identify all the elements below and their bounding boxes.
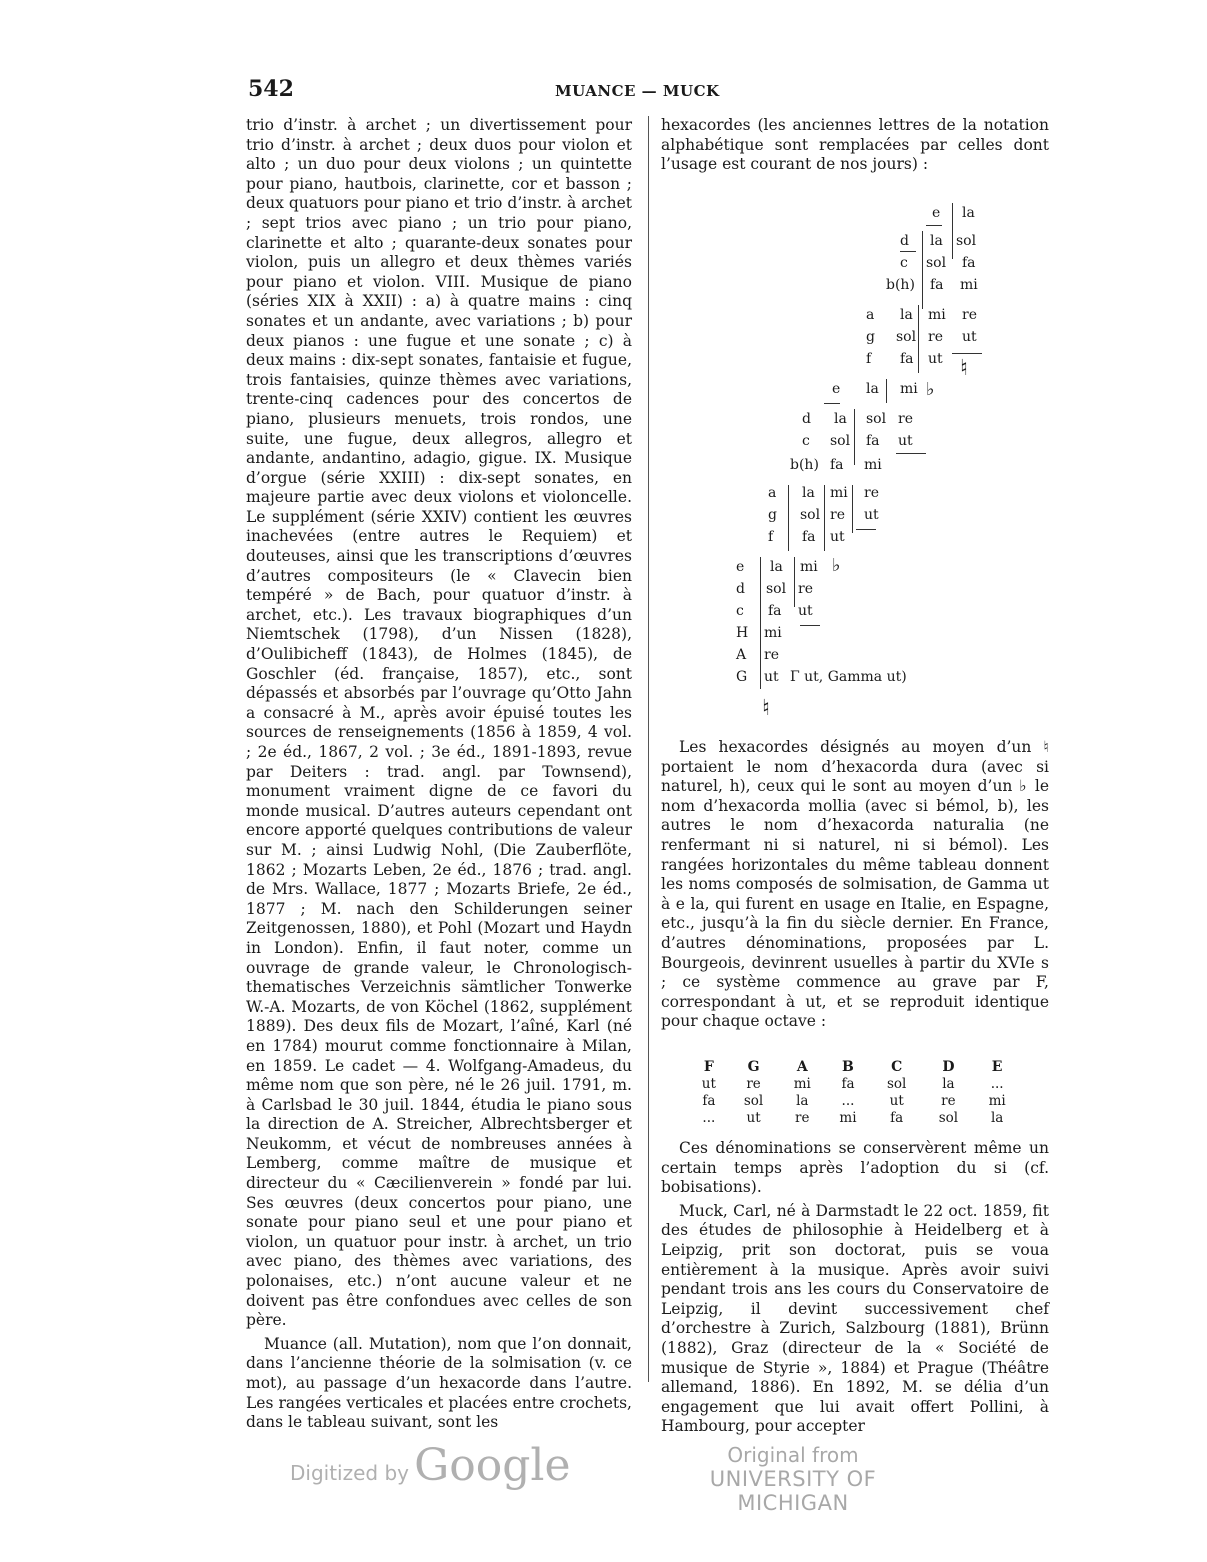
hexacorde-note: H (736, 625, 749, 641)
solfege-cell: fa (890, 1109, 904, 1126)
hexacorde-note: ut (962, 329, 977, 345)
paragraph-muance: Muance (all. Mutation), nom que l’on donnait, dans l’ancienne théorie de la solmisation (v. ce mot), au passage d’un hexacorde dans l’autre. Les rangées verticales et placées entre crochets, dans le tableau suivant, sont les (246, 1334, 632, 1432)
running-head: MUANCE — MUCK (555, 82, 720, 100)
university-watermark (668, 1443, 918, 1515)
hexacorde-note: d (802, 411, 811, 427)
google-watermark (290, 1440, 571, 1491)
solfege-cell: re (795, 1109, 810, 1126)
original-from-text: Original from (727, 1443, 859, 1467)
hexacorde-note: e (736, 559, 745, 575)
hexacorde-note: f (866, 351, 872, 367)
hexacorde-note: re (898, 411, 913, 427)
bracket-rule (856, 529, 876, 530)
university-text: UNIVERSITY OF MICHIGAN (709, 1467, 877, 1515)
bracket-rule (926, 225, 942, 226)
hexacorde-note: ut (830, 529, 845, 545)
solfege-cell: la (990, 1109, 1004, 1126)
solfege-cell: mi (988, 1092, 1006, 1109)
hexacorde-note: la (900, 307, 913, 323)
hexacorde-diagram (700, 195, 1040, 725)
right-column-end (661, 1139, 1049, 1437)
solfege-cell: sol (887, 1075, 907, 1092)
bracket-rule (896, 453, 926, 454)
paragraph-hexacorda: Les hexacordes désignés au moyen d’un ♮ portaient le nom d’hexacorda dura (avec si naturel, h), ceux qui le sont au moyen d’un ♭ le nom d’hexacorda mollia (avec si bémol, b), les autres le nom d’hexacorda naturalia (ne renfermant ni si naturel, ni si bémol). Les rangées horizontales du même tableau donnent les noms composés de solmisation, de Gamma ut à e la, qui furent en usage en Italie, en Espagne, etc., jusqu’à la fin du siècle dernier. En France, d’autres dénominations, proposées par L. Bourgeois, devinrent usuelles à partir du XVIe s ; ce système commence au grave par F, correspondant à ut, et se reproduit identique pour chaque octave : (661, 738, 1049, 1031)
hexacorde-note: re (798, 581, 813, 597)
paragraph-mozart-works: trio d’instr. à archet ; un divertissement pour trio d’instr. à archet ; deux duos pour violon et alto ; un duo pour deux violons ; un quintette pour piano, hautbois, clarinette, cor et basson ; deux quatuors pour piano et trio d’instr. à archet ; sept trios avec piano ; un trio pour piano, clarinette et alto ; quarante-deux sonates pour violon, puis un allegro et deux thèmes variés pour piano et violon. VIII. Musique de piano (séries XIX à XXII) : a) à quatre mains : cinq sonates et un andante, avec variations ; b) pour deux pianos : une fugue et une sonate ; c) à deux mains : dix-sept sonates, fantaisie et fugue, trois fantaisies, quinze thèmes avec variations, trente-cinq cadences pour des concertos de piano, plusieurs menuets, trois rondos, une suite, une fugue, deux allegros, allegro et andante, andantino, adagio, gigue. IX. Musique d’orgue (série XXIII) : dix-sept sonates, en majeure partie avec deux violons et violoncelle. Le supplément (série XXIV) contient les œuvres inachevées (entre autres le Requiem) et douteuses, ainsi que les transcriptions d’œuvres d’autres compositeurs (le « Clavecin bien tempéré » de Bach, pour quatuor d’instr. à archet, etc.). Les travaux biographiques d’un Niemtschek (1798), d’un Nissen (1828), d’Oulibicheff (1843), de Holmes (1845), de Goschler (éd. française, 1857), etc., sont dépassés et absorbés par l’ouvrage qu’Otto Jahn a consacré à M., après avoir épuisé toutes les sources de renseignements (1856 à 1859, 4 vol. ; 2e éd., 1867, 2 vol. ; 3e éd., 1891-1893, revue par Deiters : trad. angl. par Townsend), monument vraiment digne de ce favori du monde musical. D’autres auteurs cependant ont encore apporté quelques contributions de valeur sur M. ; ainsi Ludwig Nohl, (Die Zauberflöte, 1862 ; Mozarts Leben, 2e éd., 1876 ; trad. angl. de Mrs. Wallace, 1877 ; Mozarts Briefe, 2e éd., 1877 ; M. nach den Schilderungen seiner Zeitgenossen, 1880), et Pohl (Mozart und Haydn in London). Enfin, il faut noter, comme un ouvrage de grande valeur, le Chronologisch-thematisches Verzeichnis sämtlicher Tonwerke W.-A. Mozarts, de von Köchel (1862, supplément 1889). Des deux fils de Mozart, l’aîné, Karl (né en 1784) mourut comme fonctionnaire à Milan, en 1859. Le cadet — 4. Wolfgang-Amadeus, du même nom que son père, né le 26 juil. 1791, m. à Carlsbad le 30 juil. 1844, étudia le piano sous la direction de A. Streicher, Albrechtsberger et Neukomm, et vécut de nombreuses années à Lemberg, comme maître de musique et directeur du « Cæcilienverein » fondé par lui. Ses œuvres (deux concertos pour piano, une sonate pour piano seul et une pour piano et violon, un quatuor pour instr. à archet, un trio avec piano, des thèmes avec variations, des polonaises, etc.) n’ont aucune valeur et ne doivent pas être confondues avec celles de son père. (246, 116, 632, 1330)
hexacorde-note: ut (864, 507, 879, 523)
hexacorde-note: la (866, 381, 879, 397)
solfege-header-row (690, 1058, 1020, 1075)
solfege-row (690, 1109, 1020, 1126)
bracket-line (824, 485, 825, 551)
hexacorde-note: fa (830, 457, 844, 473)
hexacorde-note: la (802, 485, 815, 501)
hexacorde-note: A (736, 647, 747, 663)
hexacorde-note: re (764, 647, 779, 663)
hexacorde-note: d (900, 233, 909, 249)
paragraph-hexacordes-intro: hexacordes (les anciennes lettres de la notation alphabétique sont remplacées par celles dont l’usage est courant de nos jours) : (661, 116, 1049, 174)
hexacorde-note: mi (960, 277, 978, 293)
solfege-header-cell: D (942, 1058, 955, 1075)
bracket-rule (824, 403, 840, 404)
hexacorde-note: sol (926, 255, 947, 271)
hexacorde-note: ut (798, 603, 813, 619)
google-logo-text: Google (414, 1440, 571, 1491)
solfege-table (690, 1058, 1020, 1126)
natural-symbol: ♮ (960, 355, 968, 381)
bracket-rule (900, 251, 916, 252)
hexacorde-note: G (736, 669, 748, 685)
hexacorde-note: la (770, 559, 783, 575)
hexacorde-note: re (864, 485, 879, 501)
flat-symbol: ♭ (832, 555, 841, 576)
hexacorde-note: b(h) (886, 277, 915, 293)
paragraph-muck: Muck, Carl, né à Darmstadt le 22 oct. 1859, fit des études de philosophie à Heidelberg et à Leipzig, prit son doctorat, puis se voua entièrement à la musique. Après avoir suivi pendant trois ans les cours du Conservatoire de Leipzig, il devint successivement chef d’orchestre à Zurich, Salzbourg (1881), Brünn (1882), Graz (directeur de la « Société de musique de Styrie », 1884) et Prague (Théâtre allemand, 1886). En 1892, M. se délia d’un engagement que lui avait offert Pollini, à Hambourg, pour accepter (661, 1201, 1049, 1436)
flat-symbol: ♭ (926, 379, 935, 400)
solfege-cell: re (746, 1075, 761, 1092)
hexacorde-note: sol (830, 433, 851, 449)
bracket-line (886, 379, 887, 403)
hexacorde-note: g (866, 329, 875, 345)
hexacorde-note: sol (766, 581, 787, 597)
bracket-line (952, 203, 953, 259)
solfege-cell: ut (746, 1109, 761, 1126)
hexacorde-note: sol (896, 329, 917, 345)
hexacorde-note: g (768, 507, 777, 523)
solfege-header-cell: E (991, 1058, 1003, 1075)
bracket-line (788, 485, 789, 551)
hexacorde-note: mi (800, 559, 818, 575)
hexacorde-note: fa (866, 433, 880, 449)
hexacorde-note: mi (830, 485, 848, 501)
hexacorde-note: la (962, 205, 975, 221)
left-column (246, 116, 632, 1433)
bracket-rule (952, 353, 982, 354)
right-column-bottom (661, 738, 1049, 1032)
solfege-header-cell: G (747, 1058, 760, 1075)
hexacorde-note: c (802, 433, 810, 449)
right-column-top (661, 116, 1049, 175)
hexacorde-note: d (736, 581, 745, 597)
hexacorde-note: mi (900, 381, 918, 397)
hexacorde-note: ut (928, 351, 943, 367)
solfege-cell: mi (839, 1109, 857, 1126)
digitized-by-text: Digitized by (290, 1461, 409, 1485)
hexacorde-note: re (830, 507, 845, 523)
solfege-cell: fa (702, 1092, 716, 1109)
hexacorde-note: ut (764, 669, 779, 685)
hexacorde-note: a (768, 485, 777, 501)
solfege-cell: sol (743, 1092, 764, 1109)
solfege-header-cell: F (703, 1058, 714, 1075)
hexacorde-note: a (866, 307, 875, 323)
natural-symbol: ♮ (762, 695, 770, 721)
hexacorde-note: c (736, 603, 744, 619)
hexacorde-note: re (962, 307, 977, 323)
page-number: 542 (248, 76, 294, 102)
bracket-line (854, 409, 855, 465)
bracket-line (918, 305, 919, 373)
hexacorde-note: sol (866, 411, 887, 427)
solfege-row (690, 1075, 1020, 1092)
solfege-cell: re (941, 1092, 956, 1109)
solfege-header-cell: A (796, 1058, 808, 1075)
hexacorde-note: fa (768, 603, 782, 619)
solfege-cell: fa (841, 1075, 855, 1092)
bracket-line (922, 231, 923, 309)
hexacorde-note: fa (900, 351, 914, 367)
solfege-cell: sol (938, 1109, 959, 1126)
hexacorde-note: fa (962, 255, 976, 271)
solfege-header-cell: C (891, 1058, 903, 1075)
solfege-cell: mi (793, 1075, 811, 1092)
hexacorde-note: sol (800, 507, 821, 523)
solfege-row (690, 1092, 1020, 1109)
hexacorde-note: fa (930, 277, 944, 293)
hexacorde-note: Γ ut, Gamma ut) (790, 669, 907, 685)
hexacorde-note: b(h) (790, 457, 819, 473)
hexacorde-note: mi (864, 457, 882, 473)
bracket-rule (800, 625, 820, 626)
solfege-cell: ut (701, 1075, 716, 1092)
hexacorde-note: ut (898, 433, 913, 449)
hexacorde-note: mi (928, 307, 946, 323)
hexacorde-note: la (930, 233, 943, 249)
solfege-cell: ut (889, 1092, 904, 1109)
solfege-header-cell: B (842, 1058, 854, 1075)
bracket-line (852, 485, 853, 533)
hexacorde-note: e (832, 381, 841, 397)
paragraph-denominations: Ces dénominations se conservèrent même un certain temps après l’adoption du si (cf. bobisations). (661, 1139, 1049, 1197)
hexacorde-note: f (768, 529, 774, 545)
solfege-cell: ... (841, 1092, 855, 1109)
column-divider (648, 116, 649, 1382)
hexacorde-note: la (834, 411, 847, 427)
bracket-line (760, 557, 761, 689)
hexacorde-note: re (928, 329, 943, 345)
hexacorde-note: mi (764, 625, 782, 641)
bracket-line (794, 557, 795, 607)
hexacorde-note: c (900, 255, 908, 271)
hexacorde-note: sol (956, 233, 977, 249)
solfege-cell: la (796, 1092, 809, 1109)
solfege-cell: ... (990, 1075, 1004, 1092)
hexacorde-note: fa (802, 529, 816, 545)
hexacorde-note: e (932, 205, 941, 221)
solfege-cell: ... (702, 1109, 716, 1126)
solfege-cell: la (942, 1075, 955, 1092)
